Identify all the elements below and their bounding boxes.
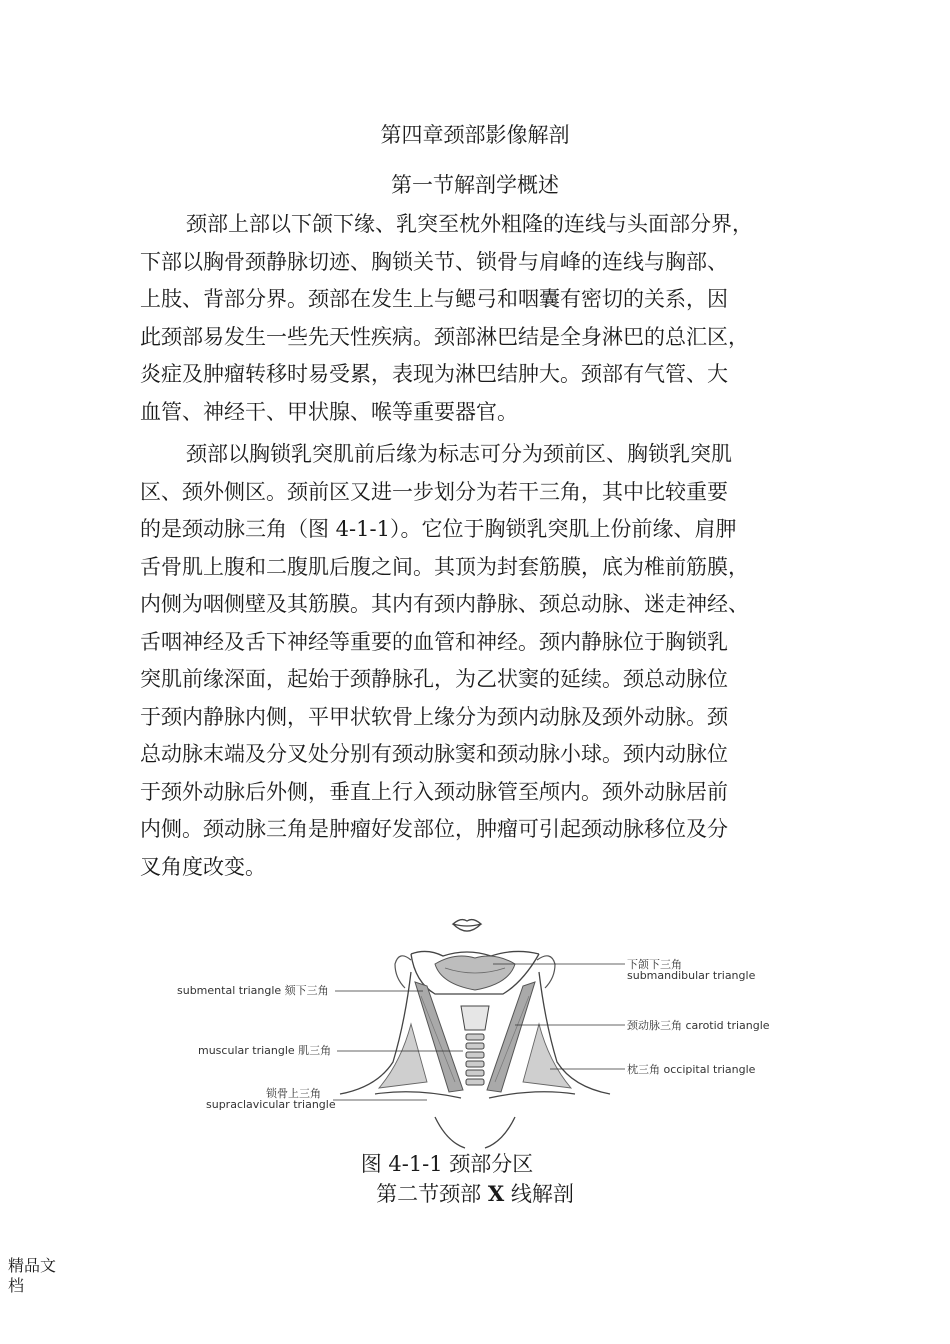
clavicles <box>375 1092 575 1098</box>
label-muscular-triangle: muscular triangle 肌三角 <box>198 1044 332 1057</box>
next-section-letter: X <box>487 1181 505 1206</box>
lips-drawing <box>453 920 481 931</box>
label-submental-triangle: submental triangle 颏下三角 <box>177 984 329 997</box>
neck-triangles-figure <box>165 912 785 1152</box>
paragraph-line: 血管、神经干、甲状腺、喉等重要器官。 <box>140 399 518 424</box>
section-title: 第一节解剖学概述 <box>391 173 559 197</box>
neck-outline <box>340 972 610 1148</box>
paragraph-line: 总动脉末端及分叉处分别有颈动脉窦和颈动脉小球。颈内动脉位 <box>140 742 728 766</box>
paragraph-line: 于颈外动脉后外侧，垂直上行入颈动脉管至颅内。颈外动脉居前 <box>140 779 728 804</box>
paragraph-line: 区、颈外侧区。颈前区又进一步划分为若干三角，其中比较重要 <box>140 479 728 504</box>
label-carotid-triangle: 颈动脉三角 carotid triangle <box>627 1019 770 1032</box>
submandibular-region <box>435 956 515 990</box>
figure-caption-text: 图 4-1-1 颈部分区 <box>360 1152 534 1176</box>
paragraph-line: 突肌前缘深面，起始于颈静脉孔，为乙状窦的延续。颈总动脉位 <box>140 667 728 691</box>
label-submandibular-cn: 下颌下三角 <box>627 958 682 971</box>
paragraph-line: 舌咽神经及舌下神经等重要的血管和神经。颈内静脉位于胸锁乳 <box>140 629 728 654</box>
paragraph-line: 舌骨肌上腹和二腹肌后腹之间。其顶为封套筋膜，底为椎前筋膜， <box>140 554 749 579</box>
label-occipital-triangle: 枕三角 occipital triangle <box>627 1063 756 1076</box>
next-section-title <box>0 1180 950 1208</box>
paragraph-line: 上肢、背部分界。颈部在发生上与鳃弓和咽囊有密切的关系，因 <box>140 287 728 311</box>
chapter-title: 第四章颈部影像解剖 <box>380 123 570 147</box>
next-section-suffix: 线解剖 <box>504 1182 574 1206</box>
paragraph-1 <box>140 206 840 431</box>
label-submandibular-en: submandibular triangle <box>627 969 756 982</box>
paragraph-line: 叉角度改变。 <box>140 854 266 879</box>
next-section-prefix: 第二节颈部 <box>376 1182 488 1206</box>
figure-caption <box>0 1150 950 1178</box>
label-supraclavicular-en: supraclavicular triangle <box>206 1098 336 1111</box>
paragraph-line: 颈部上部以下颌下缘、乳突至枕外粗隆的连线与头面部分界， <box>186 212 753 236</box>
paragraph-line: 颈部以胸锁乳突肌前后缘为标志可分为颈前区、胸锁乳突肌 <box>186 442 732 466</box>
paragraph-line: 炎症及肿瘤转移时易受累，表现为淋巴结肿大。颈部有气管、大 <box>140 362 728 386</box>
paragraph-line: 内侧。颈动脉三角是肿瘤好发部位，肿瘤可引起颈动脉移位及分 <box>140 817 728 841</box>
footer-watermark: 精品文档 <box>8 1256 57 1295</box>
paragraph-line: 此颈部易发生一些先天性疾病。颈部淋巴结是全身淋巴的总汇区， <box>140 324 749 349</box>
paragraph-2 <box>140 436 840 886</box>
paragraph-line: 下部以胸骨颈静脉切迹、胸锁关节、锁骨与肩峰的连线与胸部、 <box>140 249 728 274</box>
larynx-trachea <box>461 1006 489 1085</box>
paragraph-line: 于颈内静脉内侧，平甲状软骨上缘分为颈内动脉及颈外动脉。颈 <box>140 704 728 729</box>
paragraph-line: 内侧为咽侧壁及其筋膜。其内有颈内静脉、颈总动脉、迷走神经、 <box>140 592 749 616</box>
paragraph-line: 的是颈动脉三角（图 4-1-1）。它位于胸锁乳突肌上份前缘、肩胛 <box>140 517 737 541</box>
label-supraclavicular-cn: 锁骨上三角 <box>266 1087 321 1100</box>
neck-anatomy-illustration <box>165 912 785 1152</box>
